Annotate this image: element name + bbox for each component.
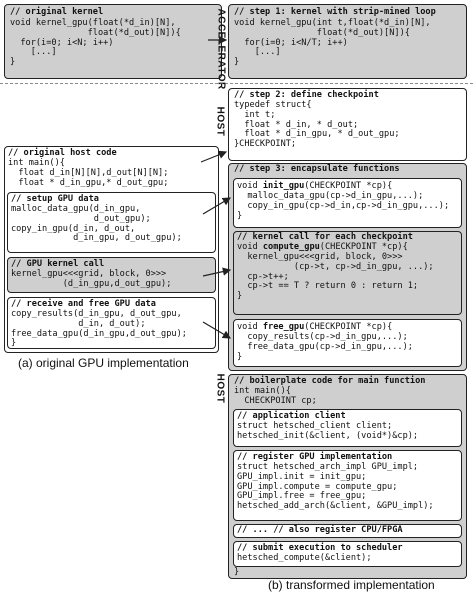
step3-title: // step 3: encapsulate functions [234, 164, 400, 174]
application-client-code: struct hetsched_client client; hetsched_init(&client, (void*)&cp); [237, 421, 419, 441]
init-gpu-code: malloc_data_gpu(cp->d_in_gpu,...); copy_in_gpu(cp->d_in,cp->d_in_gpu,...); } [237, 191, 450, 221]
caption-left: (a) original GPU implementation [18, 356, 189, 370]
submit-execution-code: hetsched_compute(&client); [237, 553, 372, 563]
step1-code: void kernel_gpu(int t,float(*d_in)[N], float(*d_out)[N]){ for(i=0; i<N/T; i++) [...] } [234, 18, 431, 68]
host-code-body: int main(){ float d_in[N][N],d_out[N][N]; float * d_in_gpu,* d_out_gpu; [8, 158, 169, 188]
step2-code: typedef struct{ int t; float * d_in, * d_out; float * d_in_gpu, * d_out_gpu; }CHECKPOINT; [234, 100, 400, 150]
free-gpu-name: free_gpu [262, 322, 305, 332]
compute-gpu-code: kernel_gpu<<<grid, block, 0>>> (cp->t, cp->d_in_gpu, ...); cp->t++; cp->t == T ? return 0 : return 1; } [237, 252, 434, 302]
host-to-step2-arrow [201, 152, 226, 162]
boilerplate-closing-brace: } [234, 567, 240, 577]
receive-to-free-arrow [203, 322, 230, 338]
gpu-kernel-call-title: // GPU kernel call [11, 259, 105, 269]
accelerator-label: ACCELERATOR [215, 8, 227, 90]
step1-title: // step 1: kernel with strip-mined loop [234, 7, 436, 17]
host-label-bottom: HOST [214, 373, 226, 404]
free-gpu-params: (CHECKPOINT *cp){ [304, 322, 393, 332]
host-code-title: // original host code [8, 148, 117, 158]
original-kernel-title: // original kernel [10, 7, 104, 17]
application-client-title: // application client [237, 411, 346, 421]
setup-gpu-data-title: // setup GPU data [11, 194, 99, 204]
init-gpu-name: init_gpu [262, 181, 305, 191]
compute-gpu-void: void [237, 242, 263, 252]
boilerplate-code: int main(){ CHECKPOINT cp; [234, 386, 317, 406]
boilerplate-title: // boilerplate code for main function [234, 376, 426, 386]
gpu-kernel-call-code: kernel_gpu<<<grid, block, 0>>> (d_in_gpu,d_out_gpu); [11, 269, 172, 289]
host-label-top: HOST [214, 106, 226, 137]
caption-right: (b) transformed implementation [268, 578, 435, 592]
setup-to-init-arrow [203, 198, 230, 214]
free-gpu-code: copy_results(cp->d_in_gpu,...); free_data_gpu(cp->d_in_gpu,...); } [237, 332, 413, 362]
compute-gpu-title: // kernel call for each checkpoint [237, 232, 413, 242]
kernel-call-to-compute-arrow [203, 270, 230, 276]
free-gpu-void: void [237, 322, 263, 332]
register-gpu-title: // register GPU implementation [237, 452, 393, 462]
compute-gpu-params: (CHECKPOINT *cp){ [319, 242, 408, 252]
receive-free-code: copy_results(d_in_gpu, d_out_gpu, d_in, d_out); free_data_gpu(d_in_gpu,d_out_gpu); } [11, 309, 187, 349]
receive-free-title: // receive and free GPU data [11, 299, 156, 309]
register-gpu-code: struct hetsched_arch_impl GPU_impl; GPU_impl.init = init_gpu; GPU_impl.compute = compute_gpu; GPU_impl.free = free_gpu; hetsched_add_arch(&client, &GPU_impl); [237, 462, 434, 512]
original-kernel-code: void kernel_gpu(float(*d_in)[N], float(*d_out)[N]){ for(i=0; i<N; i++) [...] } [10, 18, 181, 68]
register-cpu-fpga-title: // ... // also register CPU/FPGA [237, 525, 403, 535]
compute-gpu-name: compute_gpu [262, 242, 320, 252]
step2-title: // step 2: define checkpoint [234, 90, 379, 100]
setup-gpu-data-code: malloc_data_gpu(d_in_gpu, d_out_gpu); copy_in_gpu(d_in, d_out, d_in_gpu, d_out_gpu); [11, 204, 182, 244]
init-gpu-params: (CHECKPOINT *cp){ [304, 181, 393, 191]
submit-execution-title: // submit execution to scheduler [237, 543, 403, 553]
init-gpu-void: void [237, 181, 263, 191]
